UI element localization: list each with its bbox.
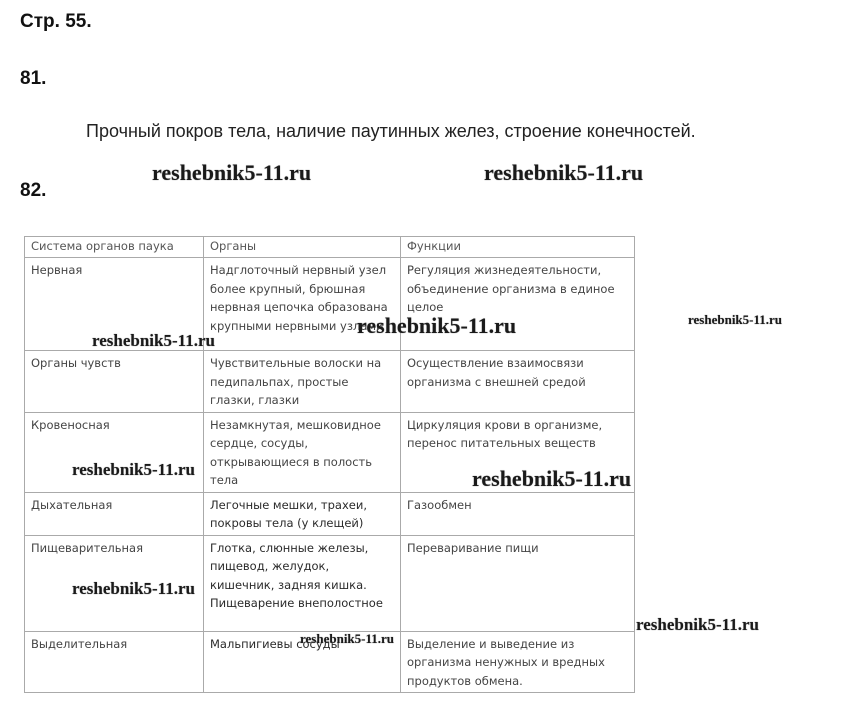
cell-system: Дыхательная — [25, 492, 204, 535]
cell-functions: Переваривание пищи — [401, 535, 635, 631]
cell-functions: Выделение и выведение из организма ненужных и вредных продуктов обмена. — [401, 631, 635, 693]
cell-system: Кровеносная — [25, 412, 204, 492]
cell-organs: Легочные мешки, трахеи, покровы тела (у клещей) — [204, 492, 401, 535]
watermark: reshebnik5-11.ru — [357, 313, 517, 338]
table-row — [25, 492, 635, 535]
exercise-81-number: 81. — [20, 68, 47, 89]
watermark: reshebnik5-11.ru — [636, 615, 759, 634]
watermark: reshebnik5-11.ru — [472, 466, 632, 491]
cell-system: Пищеварительная — [25, 535, 204, 631]
page-title: Стр. 55. — [20, 11, 92, 32]
watermark: reshebnik5-11.ru — [688, 312, 783, 327]
watermark: reshebnik5-11.ru — [72, 579, 195, 598]
watermark: reshebnik5-11.ru — [300, 631, 395, 646]
exercise-82-number: 82. — [20, 180, 47, 201]
watermark: reshebnik5-11.ru — [92, 331, 215, 350]
cell-organs: Мальпигиевы сосуды — [204, 631, 401, 693]
watermark: reshebnik5-11.ru — [152, 160, 312, 185]
cell-organs: Надглоточный нервный узел более крупный, брюшная нервная цепочка образована крупными нервными узлами — [204, 258, 401, 351]
watermark: reshebnik5-11.ru — [72, 460, 195, 479]
cell-system: Органы чувств — [25, 351, 204, 413]
exercise-81-answer: Прочный покров тела, наличие паутинных желез, строение конечностей. — [86, 121, 696, 141]
cell-organs: Незамкнутая, мешковидное сердце, сосуды, открывающиеся в полость тела — [204, 412, 401, 492]
cell-functions: Газообмен — [401, 492, 635, 535]
column-header-organs: Органы — [204, 237, 401, 258]
column-header-system: Система органов паука — [25, 237, 204, 258]
cell-functions: Осуществление взаимосвязи организма с внешней средой — [401, 351, 635, 413]
cell-functions: Циркуляция крови в организме, перенос питательных веществ — [401, 412, 635, 492]
watermark: reshebnik5-11.ru — [484, 160, 644, 185]
cell-system: Выделительная — [25, 631, 204, 693]
cell-organs: Чувствительные волоски на педипальпах, простые глазки, глазки — [204, 351, 401, 413]
cell-system: Нервная — [25, 258, 204, 351]
table-row — [25, 351, 635, 413]
cell-functions: Регуляция жизнедеятельности, объединение организма в единое целое — [401, 258, 635, 351]
table-header-row — [25, 237, 635, 258]
cell-organs: Глотка, слюнные железы, пищевод, желудок, кишечник, задняя кишка. Пищеварение внеполостное — [204, 535, 401, 631]
column-header-functions: Функции — [401, 237, 635, 258]
